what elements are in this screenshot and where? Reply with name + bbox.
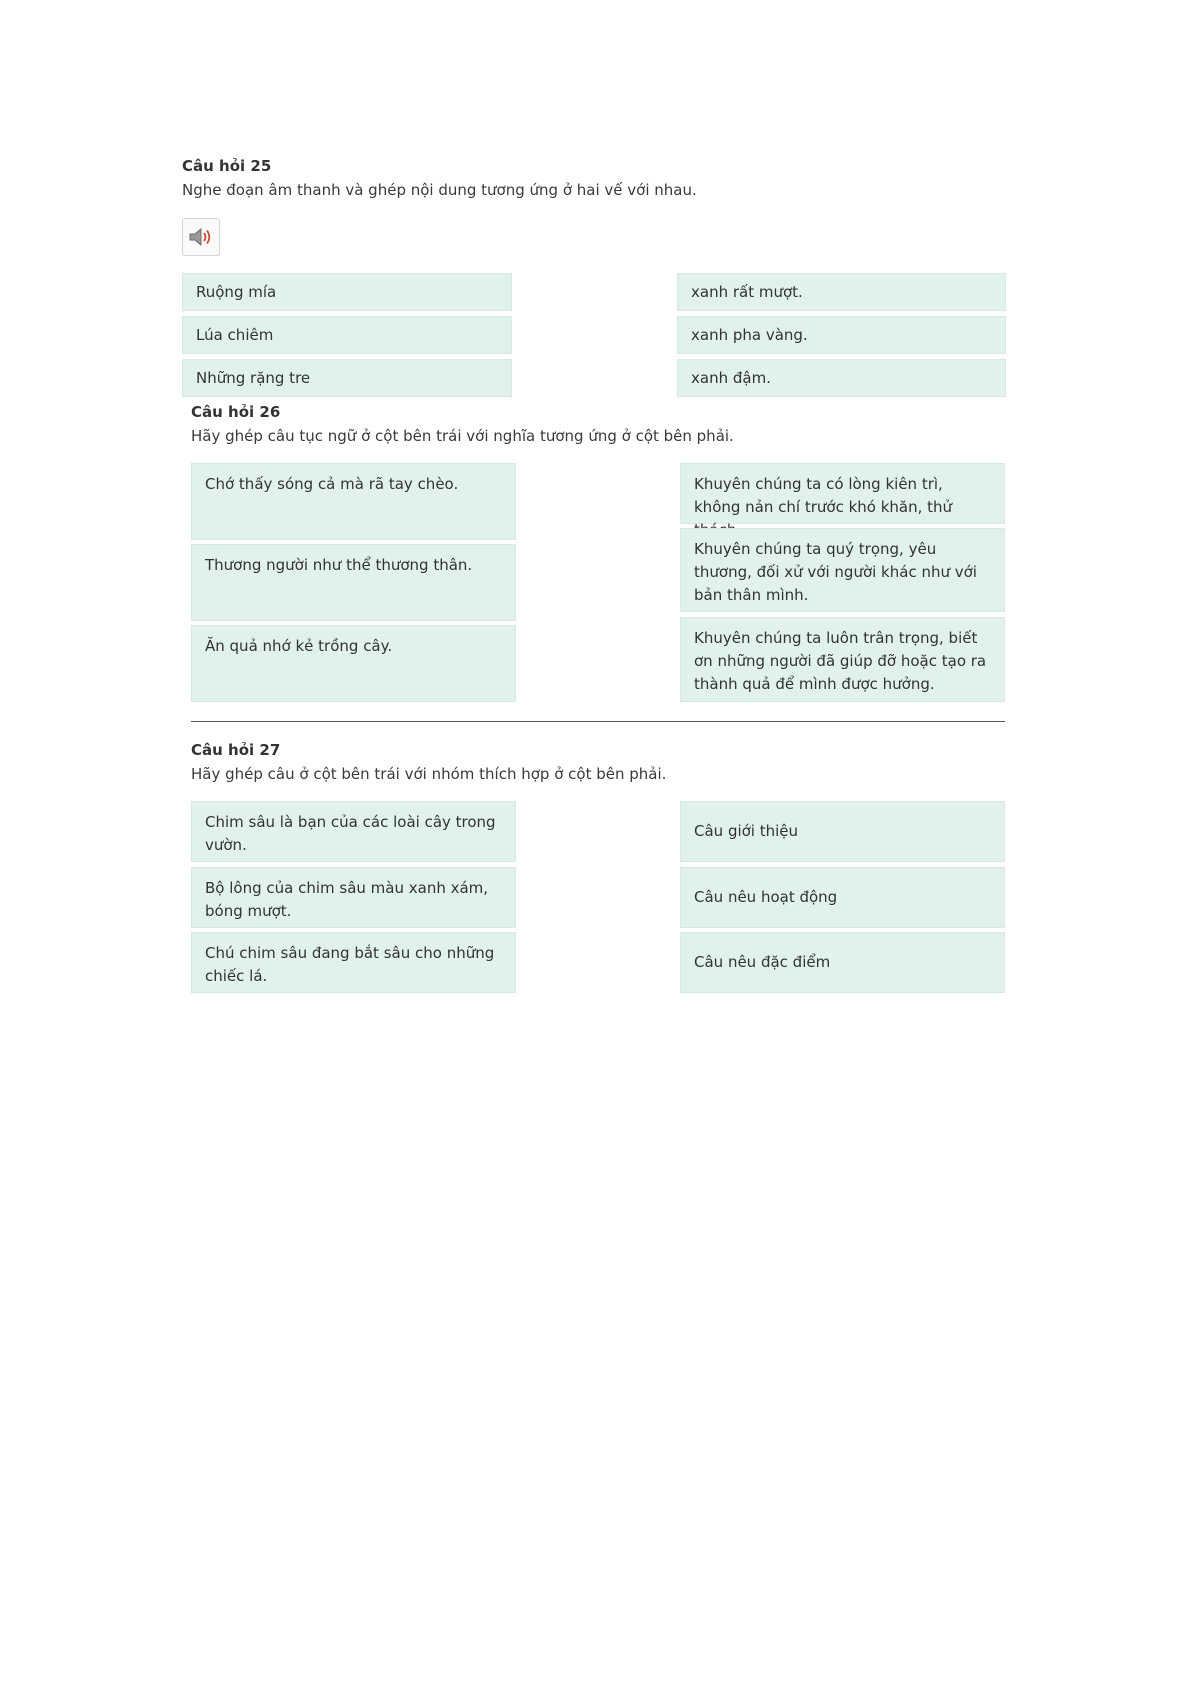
- q27-left-item[interactable]: Chú chim sâu đang bắt sâu cho những chiếc lá.: [191, 932, 516, 993]
- q26-right-item[interactable]: Khuyên chúng ta luôn trân trọng, biết ơn những người đã giúp đỡ hoặc tạo ra thành quả để mình được hưởng.: [680, 617, 1005, 702]
- q25-left-item[interactable]: Lúa chiêm: [182, 316, 512, 354]
- question-26-title: Câu hỏi 26: [191, 403, 281, 421]
- q27-right-item[interactable]: Câu nêu hoạt động: [680, 867, 1005, 928]
- q26-left-item[interactable]: Ăn quả nhớ kẻ trồng cây.: [191, 625, 516, 702]
- q25-left-item[interactable]: Những rặng tre: [182, 359, 512, 397]
- question-25-instruction: Nghe đoạn âm thanh và ghép nội dung tương ứng ở hai vế với nhau.: [182, 181, 697, 199]
- q26-left-item[interactable]: Chớ thấy sóng cả mà rã tay chèo.: [191, 463, 516, 540]
- q25-right-item[interactable]: xanh pha vàng.: [677, 316, 1006, 354]
- q26-right-item[interactable]: Khuyên chúng ta quý trọng, yêu thương, đối xử với người khác như với bản thân mình.: [680, 528, 1005, 612]
- q26-left-item[interactable]: Thương người như thể thương thân.: [191, 544, 516, 621]
- question-25-title: Câu hỏi 25: [182, 157, 272, 175]
- q27-left-item[interactable]: Chim sâu là bạn của các loài cây trong vườn.: [191, 801, 516, 862]
- question-27-instruction: Hãy ghép câu ở cột bên trái với nhóm thích hợp ở cột bên phải.: [191, 765, 667, 783]
- q27-right-item[interactable]: Câu nêu đặc điểm: [680, 932, 1005, 993]
- q25-right-item[interactable]: xanh đậm.: [677, 359, 1006, 397]
- audio-play-button[interactable]: [182, 218, 220, 256]
- q25-left-item[interactable]: Ruộng mía: [182, 273, 512, 311]
- q27-left-item[interactable]: Bộ lông của chim sâu màu xanh xám, bóng mượt.: [191, 867, 516, 928]
- q26-right-item[interactable]: Khuyên chúng ta có lòng kiên trì, không nản chí trước khó khăn, thử: [680, 463, 1005, 524]
- question-27-title: Câu hỏi 27: [191, 741, 281, 759]
- q27-right-item[interactable]: Câu giới thiệu: [680, 801, 1005, 862]
- speaker-icon: [188, 226, 214, 248]
- q25-right-item[interactable]: xanh rất mượt.: [677, 273, 1006, 311]
- section-divider: [191, 721, 1005, 722]
- question-26-instruction: Hãy ghép câu tục ngữ ở cột bên trái với nghĩa tương ứng ở cột bên phải.: [191, 427, 734, 445]
